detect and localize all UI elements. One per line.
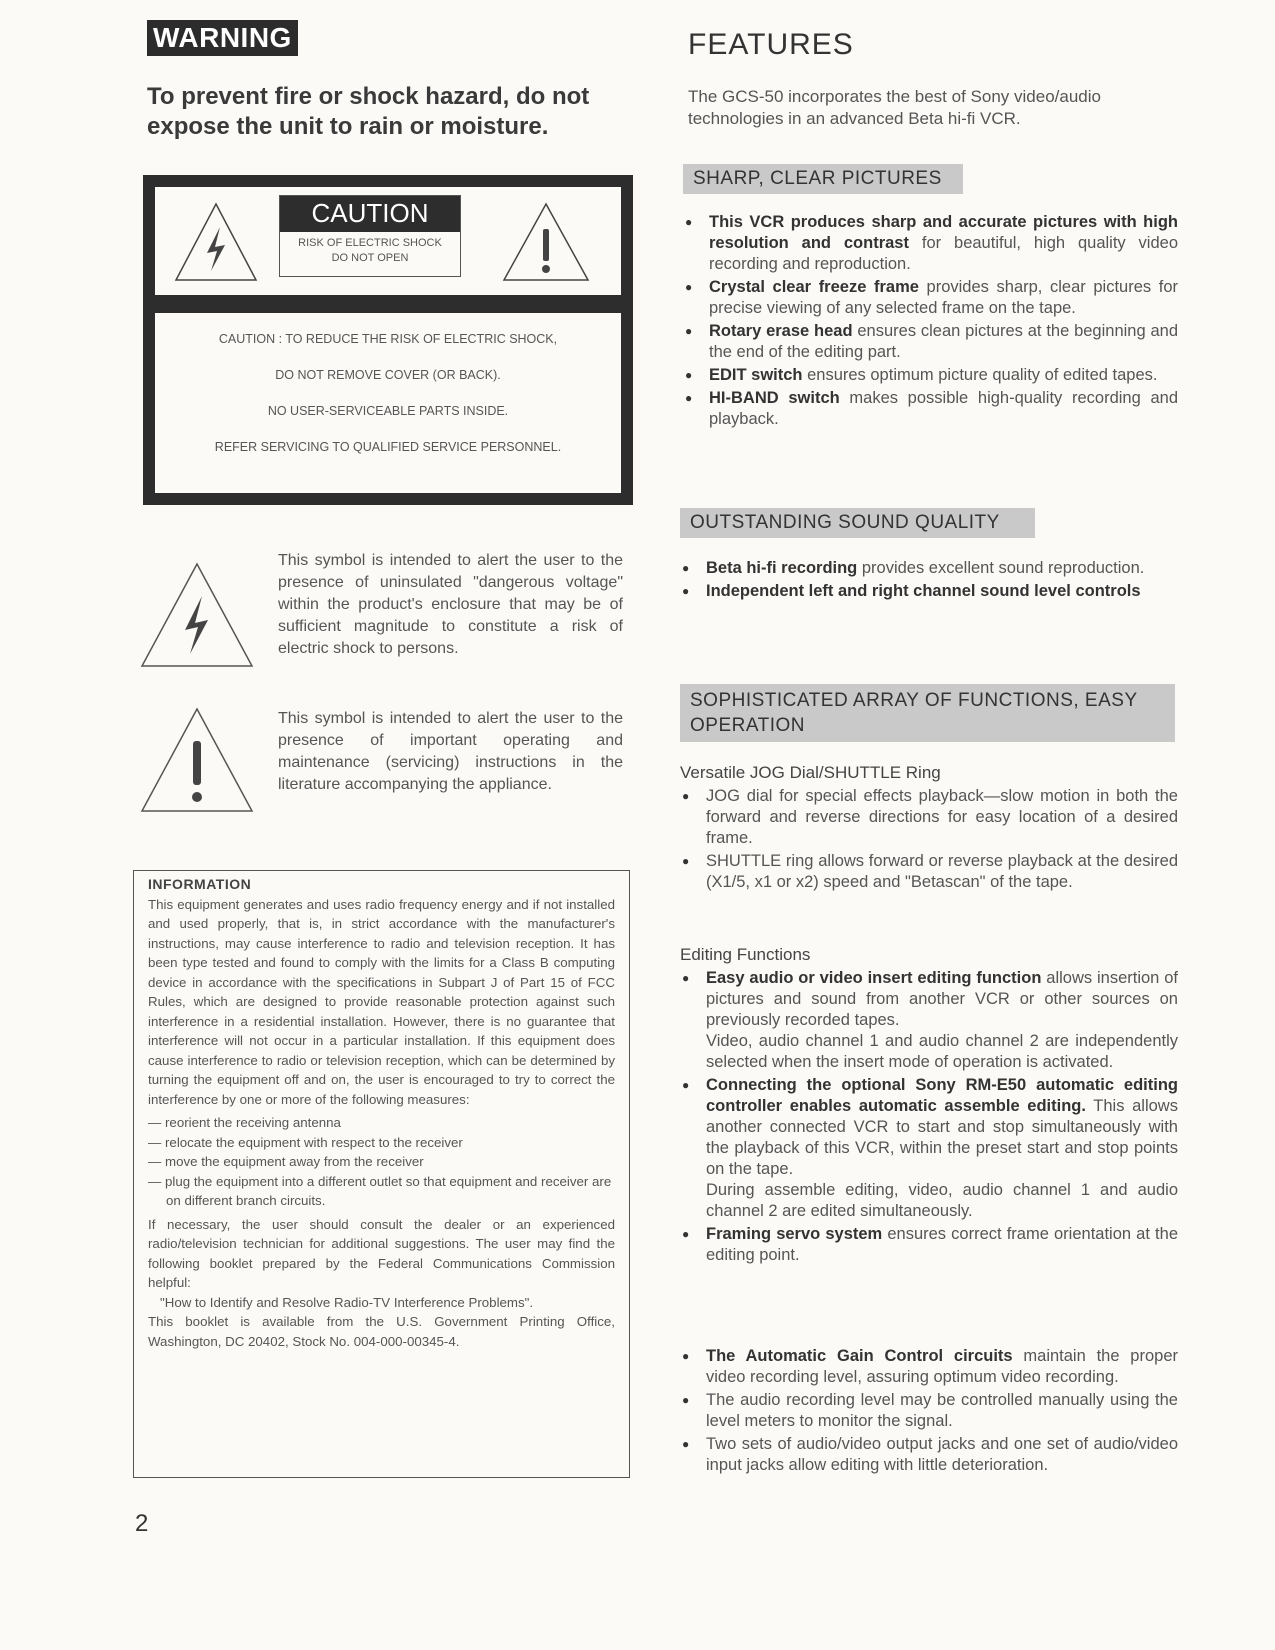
list-item: ● Connecting the optional Sony RM-E50 automatic editing controller enables automatic assemble editing. This allows another connected VCR to start and stop simultaneously with the playback of this VCR, within the preset start and stop points on the tape. During assemble editing, video, audio channel 1 and audio channel 2 are edited simultaneously. xyxy=(680,1075,1178,1222)
caution-title: CAUTION xyxy=(280,196,460,232)
information-box xyxy=(133,870,630,1478)
list-item: ● Beta hi-fi recording provides excellent sound reproduction. xyxy=(680,558,1178,579)
sharp-features-list xyxy=(683,212,1178,432)
list-item: ● Independent left and right channel sound level controls xyxy=(680,581,1178,602)
page-number: 2 xyxy=(135,1510,149,1537)
section-heading-sound: OUTSTANDING SOUND QUALITY xyxy=(680,508,1035,538)
exclamation-symbol-icon xyxy=(138,705,256,815)
list-item-continued: Video, audio channel 1 and audio channel 2 are independently selected when the insert mode of operation is activated. xyxy=(706,1032,1178,1071)
list-item: ● The Automatic Gain Control circuits maintain the proper video recording level, assuring optimum video recording. xyxy=(680,1346,1178,1388)
features-intro: The GCS-50 incorporates the best of Sony video/audio technologies in an advanced Beta hi-fi VCR. xyxy=(688,87,1101,128)
editing-features-list xyxy=(680,968,1178,1268)
lightning-symbol-icon xyxy=(138,560,256,670)
information-available: This booklet is available from the U.S. Government Printing Office, Washington, DC 20402, Stock No. 004-000-00345-4. xyxy=(148,1314,615,1349)
caution-line-1: CAUTION : TO REDUCE THE RISK OF ELECTRIC SHOCK, xyxy=(218,332,558,346)
information-consult: If necessary, the user should consult the dealer or an experienced radio/television technician for additional suggestions. The user may find the following booklet prepared by the Federal Communications Commission helpful: xyxy=(148,1216,615,1290)
caution-line-4: REFER SERVICING TO QUALIFIED SERVICE PERSONNEL. xyxy=(214,440,562,454)
list-item-continued: During assemble editing, video, audio channel 1 and audio channel 2 are edited simultaneously. xyxy=(706,1181,1178,1220)
caution-label-box xyxy=(143,175,633,505)
list-item: ● This VCR produces sharp and accurate pictures with high resolution and contrast for beautiful, high quality video recording and reproduction. xyxy=(683,212,1178,275)
list-item: ● EDIT switch ensures optimum picture quality of edited tapes. xyxy=(683,365,1178,386)
section-heading-functions: SOPHISTICATED ARRAY OF FUNCTIONS, EASY OPERATION xyxy=(680,684,1175,742)
caution-text-panel xyxy=(155,313,621,493)
warning-tag: WARNING xyxy=(147,20,298,56)
information-booklet: "How to Identify and Resolve Radio-TV Interference Problems". xyxy=(160,1294,534,1310)
features-title: FEATURES xyxy=(688,28,854,61)
lightning-symbol-text: This symbol is intended to alert the user to the presence of uninsulated "dangerous voltage" within the product's enclosure that may be of sufficient magnitude to constitute a risk of electric shock to persons. xyxy=(278,552,623,657)
measure-item: — relocate the equipment with respect to the receiver xyxy=(148,1134,463,1150)
caution-label xyxy=(279,195,461,277)
jog-features-list xyxy=(680,786,1178,895)
jog-subheading: Versatile JOG Dial/SHUTTLE Ring xyxy=(680,763,941,782)
list-item: ● Rotary erase head ensures clean pictures at the beginning and the end of the editing part. xyxy=(683,321,1178,363)
lightning-triangle-icon xyxy=(173,201,259,283)
misc-features-list xyxy=(680,1346,1178,1478)
measure-item: — reorient the receiving antenna xyxy=(148,1115,341,1130)
list-item: ● SHUTTLE ring allows forward or reverse playback at the desired (X1/5, x1 or x2) speed and "Betascan" of the tape. xyxy=(680,851,1178,893)
caution-sub-2: DO NOT OPEN xyxy=(331,252,409,264)
caution-line-2: DO NOT REMOVE COVER (OR BACK). xyxy=(275,368,501,382)
list-item: ● Framing servo system ensures correct frame orientation at the editing point. xyxy=(680,1224,1178,1266)
information-title: INFORMATION xyxy=(148,876,252,892)
exclamation-symbol-text: This symbol is intended to alert the user to the presence of important operating and maintenance (servicing) instructions in the literature accompanying the appliance. xyxy=(278,710,623,793)
measure-item: — plug the equipment into a different outlet so that equipment and receiver are on different branch circuits. xyxy=(148,1173,612,1208)
caution-sub-1: RISK OF ELECTRIC SHOCK xyxy=(298,237,442,249)
sound-features-list xyxy=(680,558,1178,604)
list-item: ● Crystal clear freeze frame provides sharp, clear pictures for precise viewing of any selected frame on the tape. xyxy=(683,277,1178,319)
caution-top-panel xyxy=(155,187,621,295)
list-item: ● JOG dial for special effects playback—slow motion in both the forward and reverse directions for easy location of a desired frame. xyxy=(680,786,1178,849)
section-heading-sharp: SHARP, CLEAR PICTURES xyxy=(683,164,963,194)
caution-line-3: NO USER-SERVICEABLE PARTS INSIDE. xyxy=(267,404,509,418)
list-item: ● Two sets of audio/video output jacks and one set of audio/video input jacks allow editing with little deterioration. xyxy=(680,1434,1178,1476)
exclamation-triangle-icon xyxy=(501,201,591,283)
list-item: ● HI-BAND switch makes possible high-quality recording and playback. xyxy=(683,388,1178,430)
editing-subheading: Editing Functions xyxy=(680,945,811,964)
list-item: ● The audio recording level may be controlled manually using the level meters to monitor the signal. xyxy=(680,1390,1178,1432)
measure-item: — move the equipment away from the receiver xyxy=(148,1154,424,1169)
information-measures xyxy=(148,1113,615,1211)
warning-text: To prevent fire or shock hazard, do not expose the unit to rain or moisture. xyxy=(147,83,590,140)
information-body: This equipment generates and uses radio frequency energy and if not installed and used properly, that is, in strict accordance with the manufacturer's instructions, may cause interference to radio and television reception. It has been type tested and found to comply with the limits for a Class B computing device in accordance with the specifications in Subpart J of Part 15 of FCC Rules, which are designed to provide reasonable protection against such interference in a residential installation. However, there is no guarantee that interference will not occur in a particular installation. If this equipment does cause interference to radio or television reception, which can be determined by turning the equipment off and on, the user is encouraged to try to correct the interference by one or more of the following measures: xyxy=(148,896,615,1107)
list-item: ● Easy audio or video insert editing function allows insertion of pictures and sound from another VCR or other sources on previously recorded tapes. Video, audio channel 1 and audio channel 2 are independently selected when the insert mode of operation is activated. xyxy=(680,968,1178,1073)
